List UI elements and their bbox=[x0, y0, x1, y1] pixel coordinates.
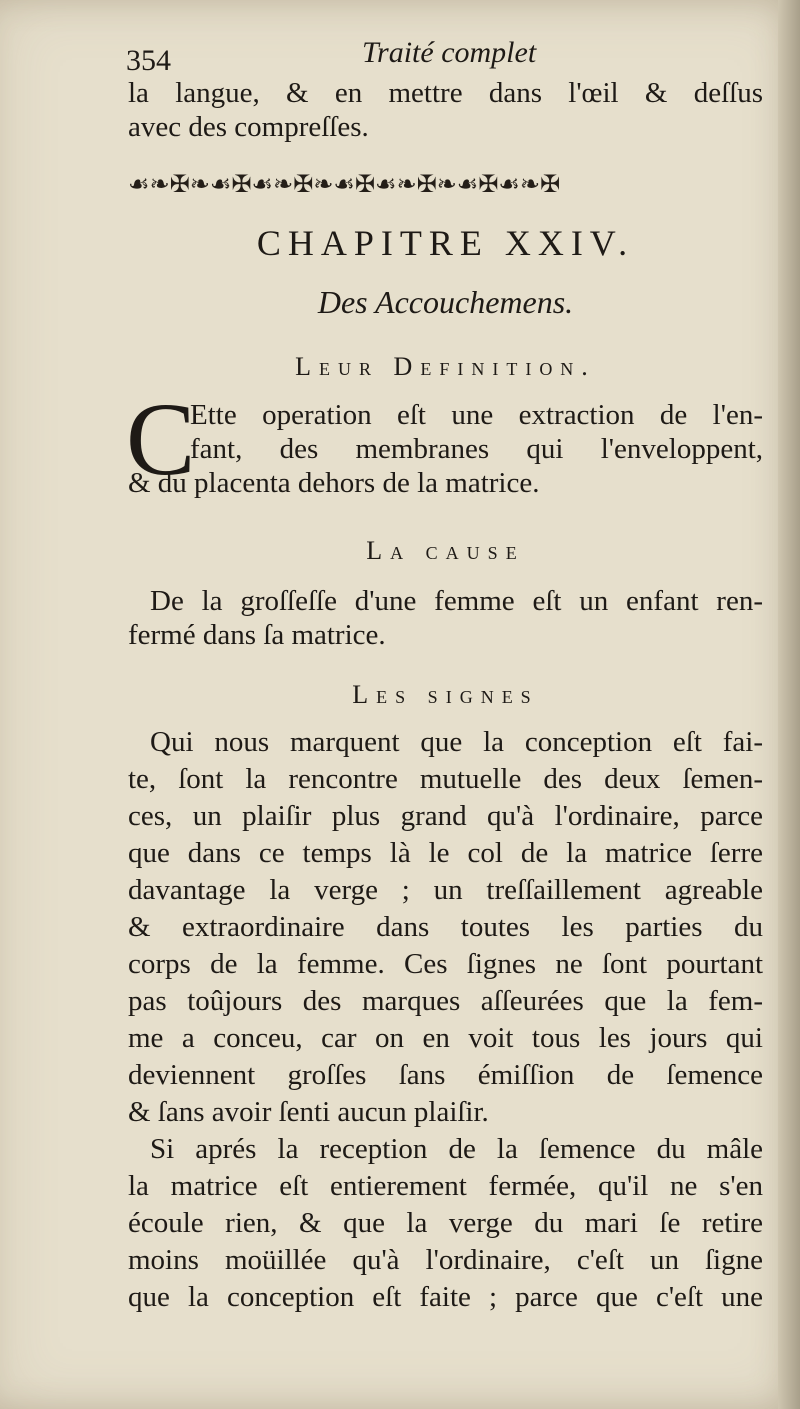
page-header bbox=[126, 36, 766, 80]
text-line: Ette operation eſt une extraction de l'en- bbox=[190, 399, 763, 431]
text-line: pas toûjours des marques aſſeurées que la fem- bbox=[128, 985, 763, 1017]
text-line: davantage la verge ; un treſſaillement agreable bbox=[128, 874, 763, 906]
text-line: que dans ce temps là le col de la matrice ſerre bbox=[128, 837, 763, 869]
running-title: Traité complet bbox=[362, 36, 537, 69]
page-number: 354 bbox=[126, 44, 171, 77]
page-edge bbox=[778, 0, 800, 1409]
text-line: te, ſont la rencontre mutuelle des deux ſemen- bbox=[128, 763, 763, 795]
section-heading-signes: Les signes bbox=[352, 680, 539, 709]
text-line: Qui nous marquent que la conception eſt fai- bbox=[150, 726, 763, 758]
text-line: me a conceu, car on en voit tous les jours qui bbox=[128, 1022, 763, 1054]
text-line: deviennent groſſes ſans émiſſion de ſemence bbox=[128, 1059, 763, 1091]
text-line: avec des compreſſes. bbox=[128, 111, 369, 143]
text-line: corps de la femme. Ces ſignes ne ſont pourtant bbox=[128, 948, 763, 980]
definition-text-indented bbox=[190, 398, 763, 466]
signes-text bbox=[128, 724, 763, 1316]
text-line: fant, des membranes qui l'enveloppent, bbox=[190, 433, 763, 465]
text-line: & extraordinaire dans toutes les parties du bbox=[128, 911, 763, 943]
text-line: & ſans avoir ſenti aucun plaiſir. bbox=[128, 1096, 489, 1128]
drop-cap: C bbox=[126, 382, 196, 497]
text-line: & du placenta dehors de la matrice. bbox=[128, 467, 540, 499]
text-line: la langue, & en mettre dans l'œil & deſſus bbox=[128, 77, 763, 109]
text-line: fermé dans ſa matrice. bbox=[128, 619, 386, 651]
text-line: De la groſſeſſe d'une femme eſt un enfant ren- bbox=[150, 585, 763, 617]
cause-text bbox=[128, 584, 763, 652]
definition-text bbox=[128, 466, 763, 500]
text-line: Si aprés la reception de la ſemence du mâle bbox=[150, 1133, 763, 1165]
section-heading-definition: Leur Definition. bbox=[295, 352, 596, 381]
text-line: ces, un plaiſir plus grand qu'à l'ordinaire, parce bbox=[128, 800, 763, 832]
ornament-band: ☙❧✠❧☙✠☙❧✠❧☙✠☙❧✠❧☙✠☙❧✠ bbox=[128, 170, 561, 198]
chapter-subtitle: Des Accouchemens. bbox=[317, 284, 574, 320]
text-line: que la conception eſt faite ; parce que c'eſt une bbox=[128, 1281, 763, 1313]
section-heading-cause: La cause bbox=[366, 536, 525, 565]
chapter-title: CHAPITRE XXIV. bbox=[256, 223, 635, 263]
text-line: écoule rien, & que la verge du mari ſe retire bbox=[128, 1207, 763, 1239]
continuation-text bbox=[128, 76, 763, 144]
text-line: moins moüillée qu'à l'ordinaire, c'eſt un ſigne bbox=[128, 1244, 763, 1276]
text-line: la matrice eſt entierement fermée, qu'il ne s'en bbox=[128, 1170, 763, 1202]
